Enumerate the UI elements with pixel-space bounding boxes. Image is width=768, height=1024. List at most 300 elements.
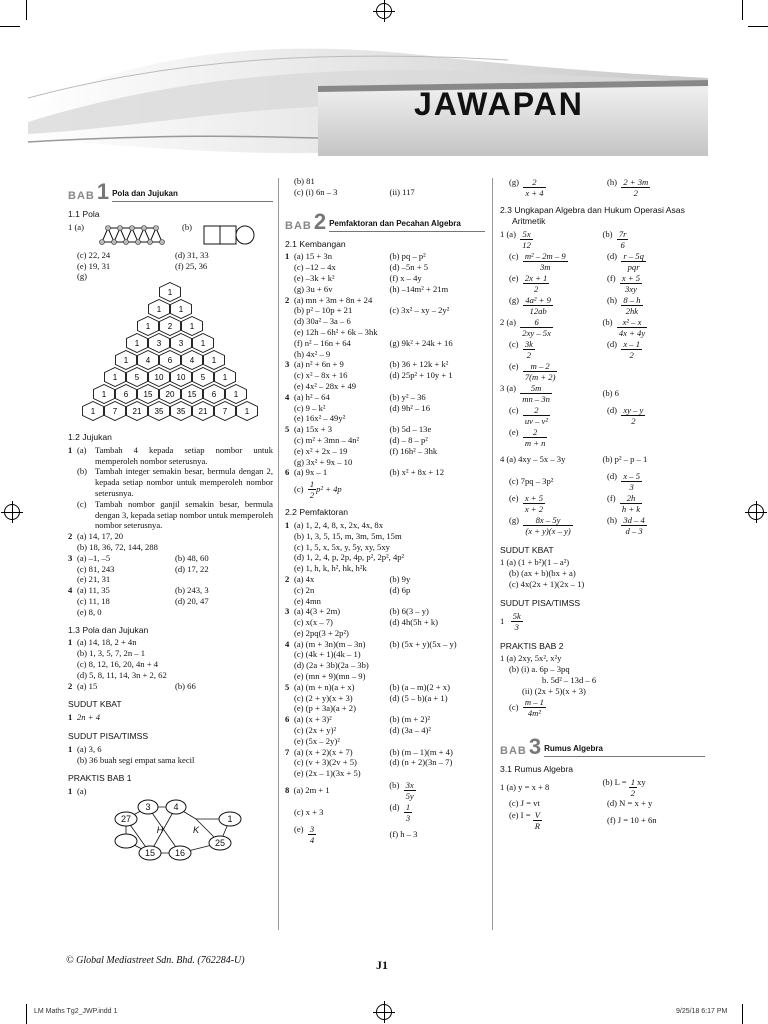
answer-row: 6 (a) 9x – 1 (b) x² + 8x + 12 [285,467,485,478]
network-node: 3 [145,801,151,812]
answer-text: (a) 15 + 3n [294,251,333,262]
fraction: $\frac{8x - 5y}{(x + y)(x - y)}$ [525,515,571,537]
pascal-value: 6 [123,390,129,400]
answer-text: (c) 3x² – xy – 2y² [389,305,450,316]
bab-number: 1 [96,179,110,204]
answer-row: (c) $\frac{1}{2}$ p² + 4p [294,478,342,500]
pascal-value: 1 [123,356,129,366]
answer-row: 1 (a) Tambah 4 kepada setiap nombor untuk memperoleh nombor seterusnya. (b) Tambah integer semakin besar, bermula dengan 2, kepada setiap nombor untuk memperoleh nombor seterusnya. (c) Tambah nombor ganjil semakin besar, bermula dengan 3, kepada setiap nombor untuk memperoleh nombor seterusnya. [68,444,273,531]
pascal-value: 5 [134,373,140,383]
answer-text [390,671,486,682]
fraction: $\frac{V}{R}$ [534,809,540,831]
answer-row [285,736,485,747]
answer-text: (c) (v + 3)(2v + 5) [294,757,357,768]
answer-row [285,305,485,316]
answer-text: (d) 1, 2, 4, p, 2p, 4p, p², 2p², 4p² [294,552,405,563]
section-heading: 2.1 Kembangan [285,238,346,249]
answer-row: (g) $\frac{8x - 5y}{(x + y)(x - y)}$ (h) $\frac{3d - 4}{d - 3}$ [509,515,645,537]
answer-text: (e) 12h – 6h² + 6k – 3hk [294,326,378,337]
fraction: $\frac{3d - 4}{d - 3}$ [623,515,645,537]
answer-row: 5 (a) 15x + 3 (b) 5d – 13e [285,424,485,435]
answer-text: (g) 9k² + 24k + 16 [389,337,453,348]
fraction: $\frac{\text{x² – x}}{4x + 4y}$ [618,317,646,339]
answer-text: (e) (mn + 9)(mn – 9) [294,671,366,682]
subheading-kbat: SUDUT KBAT [500,544,554,555]
answer-row: (c) $\frac{m - 1}{\text{4m²}}$ [509,697,544,719]
answer-row: 1 (a) (1 + b²)(1 – a²) [500,557,570,568]
pascal-value: 35 [154,407,164,417]
answer-text [390,703,486,714]
answer-text: (b) 6(3 – y) [389,606,429,617]
column-divider [492,178,493,930]
answer-text: (a) (x + 2)(x + 7) [294,746,353,757]
answer-row: (c) J = vt (d) N = x + y [509,798,653,809]
section-heading: 1.1 Pola [68,209,100,219]
answer-row: 8 (a) 2m + 1 (b) $\frac{3x}{5y}$ [285,779,414,801]
answer-text: (d) (5 – b)(a + 1) [389,692,448,703]
pascal-value: 1 [244,407,250,417]
pascal-triangle-figure [68,282,273,422]
answer-row [285,349,485,360]
answer-row: 7 (a) (x + 2)(x + 7) (b) (m – 1)(m + 4) [285,747,485,758]
answer-text: (b) (m + 2)² [389,714,431,725]
answer-text [390,457,486,468]
question-1-group [500,229,705,317]
fraction: $\frac{\text{4a² + 9}}{12ab}$ [525,295,551,317]
answer-row: (e) $\frac{2}{m + n}$ [509,427,546,449]
answer-row: 3 (a) $\frac{5m}{mn - 3n}$ (b) 6 [500,383,619,405]
answer-row [285,413,485,424]
answer-row: (g) $\frac{\text{4a² + 9}}{12ab}$ (h) $\frac{8 - h}{2hk}$ [509,295,641,317]
crop-mark [26,1004,27,1024]
answer-text: (b) y² – 36 [389,391,426,402]
crop-mark [742,0,743,20]
answer-row: 4 (a) 11, 35 (b) 243, 3 [68,585,209,596]
question-5-group [285,424,485,467]
answer-row: (c) 8, 12, 16, 20, 4n + 4 [77,658,158,669]
answer-row [285,671,485,682]
answer-row: (g) $\frac{2}{x + 4}$ (h) $\frac{2 + 3m}{2}$ [509,176,649,198]
answer-text: (a) n² + 6n + 9 [294,359,344,370]
answer-text: (e) 16x² – 49y² [294,413,346,424]
answer-row [285,628,485,639]
fraction: $\frac{x - 1}{2}$ [623,339,641,361]
answer-row: (c) $\frac{\text{m² – 2m – 9}}{3m}$ (d) $\frac{r - 5q}{\text{pqr}}$ [509,251,644,273]
answer-text: (b) 1, 3, 5, 15, m, 3m, 5m, 15m [294,530,402,541]
network-node: 25 [214,837,226,848]
answer-row: (b) (i) a. 6p – 3pq [509,664,570,675]
fraction: $\frac{2h}{h + k}$ [621,493,641,515]
pascal-value: 15 [187,390,197,400]
section-heading: 1.3 Pola dan Jujukan [68,624,149,635]
section-heading: 3.1 Rumus Algebra [500,763,574,774]
fraction: $\frac{2 + 3m}{2}$ [623,176,649,198]
answer-text: (d) (n + 2)(3n – 7) [389,757,453,768]
answer-label: (b) [182,221,193,232]
answer-text: (c) (4k + 1)(4k – 1) [294,649,361,660]
answer-text: (a) mn + 3m + 8n + 24 [294,294,373,305]
pascal-value: 1 [189,322,195,332]
answer-row [285,585,485,596]
answer-row [285,316,485,327]
answer-row: (c) x + 3 (d) $\frac{1}{3}$ [294,801,411,823]
registration-mark [376,1004,392,1020]
answer-row [285,262,485,273]
pascal-value: 1 [145,322,151,332]
answer-row: 2 (a) mn + 3m + 8n + 24 [285,295,485,306]
answer-text: (f) x – 4y [389,272,422,283]
square-circle-figure [202,222,260,248]
fraction: $\frac{xy - y}{2}$ [623,405,644,427]
answer-row: (e) 8, 0 [77,606,102,617]
pascal-value: 6 [167,356,173,366]
answer-row: (c) (i) 6n – 3 (ii) 117 [294,186,415,197]
column-2 [285,176,485,845]
answer-text [390,596,486,607]
answer-row: 4 (a) 4xy – 5x – 3y (b) p² – p – 1 [500,454,648,465]
answer-text: (a) 4(3 + 2m) [294,606,341,617]
answer-row: 1 (a) 1, 2, 4, 8, x, 2x, 4x, 8x [285,520,485,531]
answer-row: (b) 1, 3, 5, 7, 2n – 1 [77,648,146,659]
answer-row: (c) $\frac{2}{\text{uv – v²}}$ (d) $\frac{xy - y}{2}$ [509,405,644,427]
answer-text: (b) pq – p² [389,251,426,262]
answer-text: (f) n² – 16n + 64 [294,337,351,348]
question-2-group [285,295,485,360]
answer-text [390,628,486,639]
answer-row: 3 (a) 4(3 + 2m) (b) 6(3 – y) [285,606,485,617]
answer-text: (g) 3u + 6v [294,283,333,294]
answer-label: (g) [77,271,88,282]
date-slug: 9/25/18 6:17 PM [676,1008,728,1015]
section-heading: 2.2 Pemfaktoran [285,507,349,518]
answer-row: 1 (a) 15 + 3n (b) pq – p² [285,251,485,262]
registration-mark [4,504,20,520]
fraction: $\frac{x - 5}{3}$ [623,471,641,493]
answer-row: 1 (a) 14, 18, 2 + 4n [68,637,137,648]
answer-text: (b) x² + 8x + 12 [389,467,445,478]
answer-row: (c) 81, 243 (d) 17, 22 [77,563,209,574]
answer-row: 1 (a) $\frac{5x}{12}$ (b) $\frac{7r}{6}$ [500,229,627,251]
answer-row: (c) 4x(2x + 1)(2x – 1) [509,578,585,589]
answer-row: (b) (ax + b)(bx + a) [509,568,576,579]
fraction: $\frac{3k}{2}$ [524,339,533,361]
page-title: JAWAPAN [414,86,584,122]
answer-row: (e) $\frac{m - 2}{7(m + 2)}$ [509,361,556,383]
answer-row [285,381,485,392]
fraction: $\frac{8 - h}{2hk}$ [623,295,641,317]
answer-text: (e) x² + 2x – 19 [294,445,348,456]
question-4-group [500,449,705,537]
answer-row [285,563,485,574]
answer-text: (e) –3k + k² [294,272,335,283]
pascal-value: 10 [176,373,186,383]
answer-row [285,338,485,349]
answer-row [285,542,485,553]
network-label: H [156,824,164,835]
answer-row: (e) $\frac{3}{4}$ (f) h – 3 [294,823,418,845]
pascal-value: 3 [156,339,162,349]
answer-row: 1 $\frac{5k}{3}$ [500,611,521,633]
answer-row: 1 (a) [68,786,87,797]
answer-row: (c) $\frac{3k}{2}$ (d) $\frac{x - 1}{2}$ [509,339,641,361]
answer-text: (c) x² – 8x + 16 [294,370,348,381]
answer-text: (d) 25p² + 10y + 1 [389,370,453,381]
answer-row [285,531,485,542]
answer-row: 1 2n + 4 [68,712,100,723]
answer-row [285,725,485,736]
fraction: $\frac{5x}{12}$ [522,229,531,251]
subheading-praktis: PRAKTIS BAB 2 [500,640,564,651]
answer-text: (c) m² + 3mn – 4n² [294,434,360,445]
answer-text [390,660,486,671]
fraction: $\frac{5m}{mn - 3n}$ [522,383,550,405]
copyright-footer: © Global Mediastreet Sdn. Bhd. (762284-U) [66,955,245,966]
column-3 [500,176,705,831]
answer-row: 3 (a) –1, –5 (b) 48, 60 [68,552,209,563]
answer-text: (d) (3a – 4)² [389,725,431,736]
answer-text: (d) 4h(5h + k) [389,617,439,628]
column-1 [68,176,273,866]
answer-text: (b) 5d – 13e [389,424,432,435]
subheading-praktis: PRAKTIS BAB 1 [68,773,132,784]
answer-text: (e) (5x – 2y)² [294,735,340,746]
answer-text: (d) 9h² – 16 [389,402,431,413]
answer-text: (b) (m – 1)(m + 4) [389,746,453,757]
pascal-value: 1 [112,373,118,383]
file-slug: LM Maths Tg2_JWP.indd 1 [34,1008,118,1015]
crop-mark [0,26,20,27]
bab-word: BAB [68,190,95,203]
answer-row: (e) I = $\frac{V}{R}$ (f) J = 10 + 6n [509,809,657,831]
answer-text: (b) 36 + 12k + k² [389,359,449,370]
answer-text [390,736,486,747]
pascal-value: 1 [101,390,107,400]
answer-row: 2 (a) $\frac{6}{2xy - 5x}$ (b) $\frac{\text{x² – x}}{4x + 4y}$ [500,317,646,339]
answer-text: (f) 16h² – 3hk [389,445,438,456]
answer-row: (ii) (2x + 5)(x + 3) [522,685,586,696]
answer-text: (d) 30a² – 3a – 6 [294,316,351,327]
answer-text: (d) (2a + 3b)(2a – 3b) [294,660,369,671]
fraction: $\frac{m - 2}{7(m + 2)}$ [524,361,556,383]
answer-text: (a) (m + 3n)(m – 3n) [294,638,366,649]
factor-question-4 [285,639,485,682]
bab-3-header: BAB 3 Rumus Algebra [500,737,705,757]
answer-text: (a) 15x + 3 [294,424,333,435]
question-6-group [285,467,485,478]
fraction: $\frac{2}{m + n}$ [524,427,546,449]
fraction: $\frac{5k}{3}$ [512,611,521,633]
answer-row [285,273,485,284]
answer-text: (a) (m + n)(a + x) [294,681,355,692]
answer-text: (e) (2x – 1)(3x + 5) [294,768,361,779]
answer-row: 3 (a) n² + 6n + 9 (b) 36 + 12k + k² [285,359,485,370]
pascal-value: 2 [167,322,173,332]
fraction: $\frac{\text{m² – 2m – 9}}{3m}$ [524,251,566,273]
question-4-group [285,392,485,424]
answer-text [390,768,486,779]
pascal-value: 1 [233,390,239,400]
answer-text: (c) (2x + y)² [294,725,337,736]
bab-2-header: BAB 2 Pemfaktoran dan Pecahan Algebra [285,212,485,232]
answer-text: (d) – 8 – p² [389,434,428,445]
answer-text: (a) 1, 2, 4, 8, x, 2x, 4x, 8x [294,519,384,530]
fraction: $\frac{6}{2xy - 5x}$ [522,317,551,339]
answer-row [285,446,485,457]
answer-row: (b) 81 [294,176,315,186]
factor-question-3 [285,606,485,638]
triangle-pattern-figure [98,222,168,248]
answer-row: 6 (a) (x + 3)² (b) (m + 2)² [285,714,485,725]
answer-text [390,649,486,660]
registration-mark [376,3,392,19]
answer-row [285,703,485,714]
pascal-value: 1 [167,288,173,298]
crop-mark [742,1004,743,1024]
factor-question-7 [285,747,485,779]
answer-text: (e) 1, h, k, h², hk, h²k [294,563,367,574]
answer-text [390,413,486,424]
answer-row: (b) 18, 36, 72, 144, 288 [77,541,158,552]
bab-title: Pola dan Jujukan [112,189,273,202]
question-3-group [285,359,485,391]
factor-question-1 [285,520,485,574]
fraction: $\frac{r - 5q}{\text{pqr}}$ [623,251,644,273]
answer-row [285,768,485,779]
answer-row: 1 (a) 3, 6 [68,743,102,754]
answer-row: (e) 21, 31 [77,574,111,585]
answer-row [285,327,485,338]
network-node: 16 [174,847,186,858]
answer-row: 4 (a) h² – 64 (b) y² – 36 [285,392,485,403]
pascal-value: 4 [189,356,195,366]
question-3-group [500,383,705,449]
pascal-value: 21 [132,407,142,417]
answer-text: (c) (2 + y)(x + 3) [294,692,353,703]
answer-text: (d) 6p [389,584,411,595]
factor-question-5 [285,682,485,714]
fraction: $\frac{m - 1}{\text{4m²}}$ [524,697,544,719]
pascal-value: 20 [165,390,175,400]
answer-text: (b) 9y [389,573,411,584]
answer-text: (b) p² – 10p + 21 [294,305,353,316]
answer-row [285,552,485,563]
answer-text: (c) 9 – k² [294,402,326,413]
answer-text: (h) –14m² + 21m [389,283,449,294]
pascal-value: 7 [222,407,228,417]
network-label: K [192,824,200,835]
question-1-group [285,251,485,294]
subheading-kbat: SUDUT KBAT [68,699,122,710]
answer-row: 2 (a) 14, 17, 20 [68,531,124,542]
section-heading: 1.2 Jujukan [68,431,112,442]
answer-row: (d) 5, 8, 11, 14, 3n + 2, 62 [77,669,167,680]
answer-text: (e) 4mn [294,595,321,606]
answer-row [285,693,485,704]
answer-text [390,295,486,306]
answer-text: (c) 1, 5, x, 5x, y, 5y, xy, 5xy [294,541,390,552]
crop-mark [26,0,27,20]
answer-row [285,617,485,628]
fraction: $\frac{1}{2}$ [309,478,315,500]
pascal-value: 3 [178,339,184,349]
answer-row: 4 (a) (m + 3n)(m – 3n) (b) (5x + y)(5x – y) [285,639,485,650]
answer-label: 1 (a) [68,221,84,232]
answer-row: 2 (a) 15 (b) 66 [68,680,196,691]
network-node: 15 [144,847,156,858]
column-divider [278,178,279,930]
pascal-value: 1 [200,339,206,349]
fraction: $\frac{3x}{5y}$ [405,779,414,801]
answer-row [285,757,485,768]
answer-row [285,649,485,660]
answer-text: (c) 2n [294,584,315,595]
pascal-value: 15 [143,390,153,400]
question-2-group [500,317,705,383]
factor-question-2 [285,574,485,606]
pascal-value: 1 [222,373,228,383]
factor-question-6 [285,714,485,746]
answer-row: (e) 19, 31 (f) 25, 36 [77,260,208,271]
pascal-value: 1 [178,305,184,315]
network-node: 27 [120,813,132,824]
pascal-value: 35 [176,407,186,417]
answer-row: (c) 11, 18 (d) 20, 47 [77,595,209,606]
answer-row: (b) 36 buah segi empat sama kecil [77,754,195,765]
fraction: $\frac{x + 5}{3xy}$ [621,273,641,295]
fraction: $\frac{2}{\text{uv – v²}}$ [524,405,548,427]
answer-text [390,327,486,338]
answer-text: (e) 2pq(3 + 2p²) [294,627,349,638]
answer-row: 1 (a) 2xy, 5x², x²y [500,653,562,664]
answer-row [285,660,485,671]
pascal-value: 1 [90,407,96,417]
answer-text: (g) 3x² + 9x – 10 [294,456,353,467]
fraction: $\frac{1}{3}$ [405,801,411,823]
answer-text: (c) –12 – 4x [294,262,336,273]
bab-1-header [68,179,273,204]
answer-text [390,316,486,327]
pascal-value: 10 [154,373,164,383]
answer-row [285,403,485,414]
answer-row [285,457,485,468]
answer-text: (e) (p + 3a)(a + 2) [294,703,356,714]
crop-mark [748,26,768,27]
pascal-value: 21 [198,407,208,417]
number-network-figure [90,797,260,863]
answer-row: (c) 22, 24 (d) 31, 33 [77,249,209,260]
pascal-value: 1 [134,339,140,349]
answer-text: (h) 4x² – 9 [294,348,331,359]
answer-text [390,349,486,360]
answer-row: (e) $\frac{2x + 1}{2}$ (f) $\frac{x + 5}{3xy}$ [509,273,641,295]
network-node: 1 [227,813,233,824]
fraction: $\frac{1}{2}$ [630,776,636,798]
fraction: $\frac{2x + 1}{2}$ [524,273,548,295]
answer-row: (c) 7pq – 3p² (d) $\frac{x - 5}{3}$ [509,471,641,493]
answer-row: b. 5d² – 13d – 6 [542,674,597,685]
pascal-value: 7 [112,407,118,417]
pascal-value: 4 [145,356,151,366]
fraction: $\frac{x + 5}{x + 2}$ [524,493,544,515]
answer-text: (a) h² – 64 [294,391,330,402]
section-heading: 2.3 Ungkapan Algebra dan Hukum Operasi Asas Aritmetik [500,205,685,226]
answer-text: (b) (a – m)(2 + x) [389,681,450,692]
header-banner [28,38,708,158]
registration-mark [748,504,764,520]
pascal-value: 1 [211,356,217,366]
answer-text [390,381,486,392]
answer-row [68,222,273,250]
